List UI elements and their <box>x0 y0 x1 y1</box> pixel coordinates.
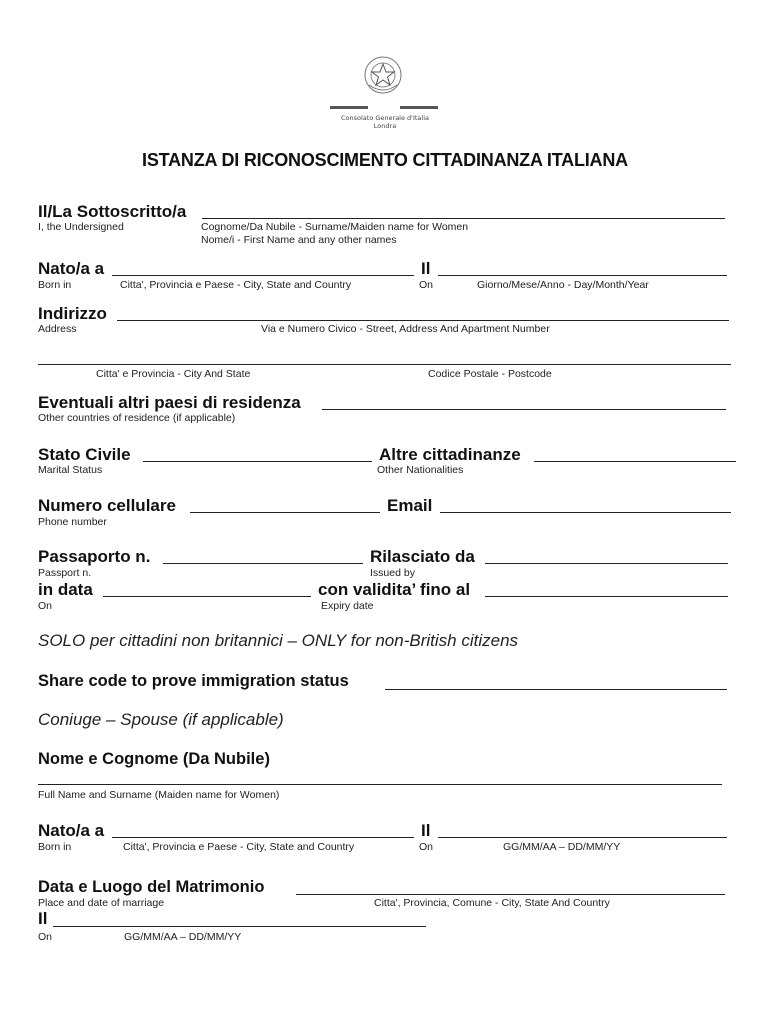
indirizzo-sub: Address <box>38 323 77 335</box>
passaporto-sub: Passport n. <box>38 567 92 579</box>
spouse-nato-sub: Born in <box>38 841 72 853</box>
matrimonio-date-field[interactable] <box>53 926 426 927</box>
matrimonio-place-field[interactable] <box>296 894 725 895</box>
email-field[interactable] <box>440 512 731 513</box>
matrimonio-place-hint: Citta', Provincia, Comune - City, State And Country <box>374 897 610 909</box>
sottoscritto-label: Il/La Sottoscritto/a <box>38 202 187 221</box>
spouse-nato-hint: Citta', Provincia e Paese - City, State and Country <box>123 841 355 853</box>
indirizzo-city-hint: Citta' e Provincia - City And State <box>96 368 251 380</box>
spouse-nato-on-sub: On <box>419 841 434 853</box>
consulate-name: Consolato Generale d'Italia Londra <box>340 114 430 130</box>
logo-rule-left <box>330 106 368 109</box>
sottoscritto-hint-surname: Cognome/Da Nubile - Surname/Maiden name for Women <box>201 221 469 233</box>
matrimonio-label: Data e Luogo del Matrimonio <box>38 878 265 896</box>
sottoscritto-hint-name: Nome/i - First Name and any other names <box>201 234 397 246</box>
stato-civile-label: Stato Civile <box>38 445 131 464</box>
validita-label: con validita’ fino al <box>318 580 471 599</box>
stato-civile-field[interactable] <box>143 461 372 462</box>
in-data-sub: On <box>38 600 53 612</box>
nato-sub: Born in <box>38 279 72 291</box>
nato-hint: Citta', Provincia e Paese - City, State and Country <box>120 279 352 291</box>
cellulare-field[interactable] <box>190 512 380 513</box>
spouse-name-label: Nome e Cognome (Da Nubile) <box>38 750 270 768</box>
spouse-name-field[interactable] <box>38 784 722 785</box>
email-label: Email <box>387 496 433 515</box>
residenza-field[interactable] <box>322 409 726 410</box>
residenza-label: Eventuali altri paesi di residenza <box>38 393 301 412</box>
in-data-field[interactable] <box>103 596 311 597</box>
share-code-field[interactable] <box>385 689 727 690</box>
sottoscritto-sub: I, the Undersigned <box>38 221 124 233</box>
logo-rule-right <box>400 106 438 109</box>
rilasciato-field[interactable] <box>485 563 728 564</box>
cellulare-sub: Phone number <box>38 516 107 528</box>
matrimonio-sub: Place and date of marriage <box>38 897 165 909</box>
indirizzo-hint: Via e Numero Civico - Street, Address And Apartment Number <box>261 323 550 335</box>
form-title: ISTANZA DI RICONOSCIMENTO CITTADINANZA ITALIANA <box>142 150 628 170</box>
altre-cittadinanze-label: Altre cittadinanze <box>379 445 521 464</box>
spouse-nato-date-hint: GG/MM/AA – DD/MM/YY <box>503 841 621 853</box>
residenza-sub: Other countries of residence (if applicable) <box>38 412 236 424</box>
validita-sub: Expiry date <box>321 600 374 612</box>
nato-date-hint: Giorno/Mese/Anno - Day/Month/Year <box>477 279 649 291</box>
passaporto-field[interactable] <box>163 563 363 564</box>
matrimonio-on-sub: On <box>38 931 53 943</box>
matrimonio-on-label: Il <box>38 909 48 928</box>
indirizzo-city-field[interactable] <box>38 364 731 365</box>
altre-cittadinanze-field[interactable] <box>534 461 736 462</box>
nato-on-label: Il <box>421 259 431 278</box>
spouse-heading: Coniuge – Spouse (if applicable) <box>38 710 284 729</box>
matrimonio-date-hint: GG/MM/AA – DD/MM/YY <box>124 931 242 943</box>
nato-date-field[interactable] <box>438 275 727 276</box>
indirizzo-postcode-hint: Codice Postale - Postcode <box>428 368 552 380</box>
nato-label: Nato/a a <box>38 259 105 278</box>
indirizzo-label: Indirizzo <box>38 304 107 323</box>
cellulare-label: Numero cellulare <box>38 496 176 515</box>
indirizzo-field[interactable] <box>117 320 729 321</box>
passaporto-label: Passaporto n. <box>38 547 151 566</box>
rilasciato-label: Rilasciato da <box>370 547 475 566</box>
sottoscritto-field[interactable] <box>202 218 725 219</box>
altre-cittadinanze-sub: Other Nationalities <box>377 464 464 476</box>
validita-field[interactable] <box>485 596 728 597</box>
nato-on-sub: On <box>419 279 434 291</box>
italian-emblem-icon <box>363 55 403 95</box>
spouse-nato-on-label: Il <box>421 821 431 840</box>
nato-field[interactable] <box>112 275 414 276</box>
spouse-nato-label: Nato/a a <box>38 821 105 840</box>
share-code-label: Share code to prove immigration status <box>38 672 349 690</box>
non-british-note: SOLO per cittadini non britannici – ONLY for non-British citizens <box>38 631 519 650</box>
stato-civile-sub: Marital Status <box>38 464 103 476</box>
spouse-name-sub: Full Name and Surname (Maiden name for Women) <box>38 789 280 801</box>
spouse-nato-field[interactable] <box>112 837 414 838</box>
in-data-label: in data <box>38 580 93 599</box>
rilasciato-sub: Issued by <box>370 567 415 579</box>
spouse-nato-date-field[interactable] <box>438 837 727 838</box>
